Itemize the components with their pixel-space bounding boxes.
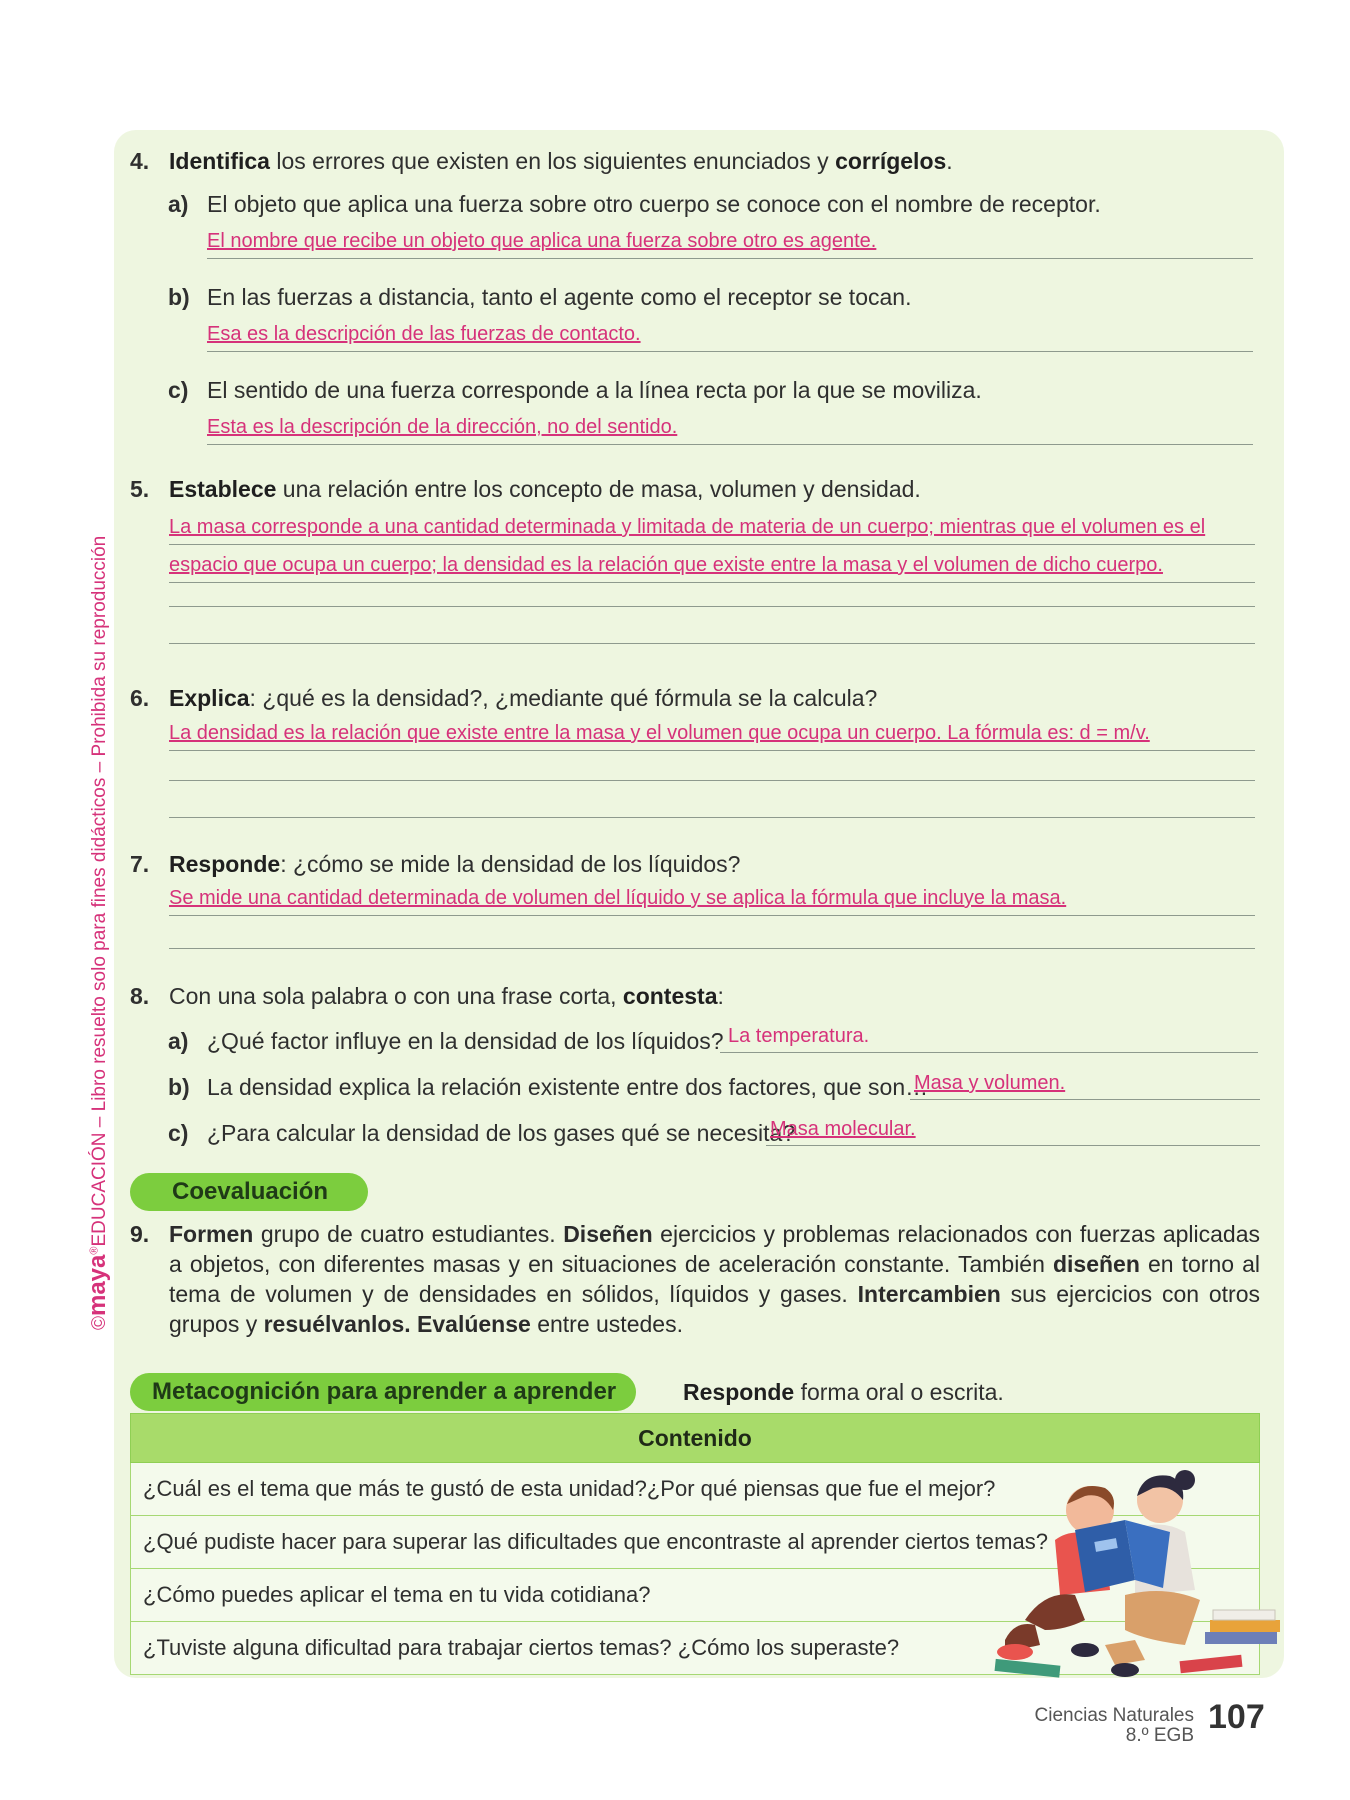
answer-8b[interactable]: Masa y volumen. [910,1068,1260,1100]
question-8b: b) La densidad explica la relación existente entre dos factores, que son… [168,1074,929,1100]
answer-4b[interactable]: Esa es la descripción de las fuerzas de contacto. [207,319,1253,352]
kids-reading-illustration [985,1470,1285,1690]
question-8c: c) ¿Para calcular la densidad de los gases qué se necesita? [168,1120,796,1146]
answer-5-line-1[interactable]: La masa corresponde a una cantidad determinada y limitada de materia de un cuerpo; mientras que el volumen es el [169,512,1255,545]
footer-subject: Ciencias Naturales 8.º EGB [1034,1705,1194,1746]
table-row: ¿Cuál es el tema que más te gustó de esta unidad?¿Por qué piensas que fue el mejor? [131,1463,1260,1516]
table-row: ¿Qué pudiste hacer para superar las dificultades que encontraste al aprender ciertos temas? [131,1516,1260,1569]
page-number: 107 [1208,1698,1265,1736]
brand-logo: maya [84,1254,111,1316]
table-header: Contenido [131,1414,1260,1463]
question-4a: a) El objeto que aplica una fuerza sobre otro cuerpo se conoce con el nombre de receptor. [168,191,1101,217]
answer-8c[interactable]: Masa molecular. [766,1114,1260,1146]
question-4: 4. Identifica los errores que existen en los siguientes enunciados y corrígelos. [130,148,953,174]
question-7: 7. Responde: ¿cómo se mide la densidad de los líquidos? [130,851,741,877]
answer-5-line-3[interactable] [169,606,1255,607]
answer-7-line-2[interactable] [169,948,1255,949]
table-row: ¿Tuviste alguna dificultad para trabajar ciertos temas? ¿Cómo los superaste? [131,1622,1260,1675]
question-8: 8. Con una sola palabra o con una frase corta, contesta: [130,983,724,1009]
answer-4a[interactable]: El nombre que recibe un objeto que aplica una fuerza sobre otro es agente. [207,226,1253,259]
metacognicion-heading: Metacognición para aprender a aprender [130,1373,636,1411]
coevaluacion-heading: Coevaluación [130,1173,368,1211]
question-4b: b) En las fuerzas a distancia, tanto el agente como el receptor se tocan. [168,284,912,310]
question-6: 6. Explica: ¿qué es la densidad?, ¿mediante qué fórmula se la calcula? [130,685,878,711]
answer-6-line-2[interactable] [169,780,1255,781]
metacognicion-instruction: Responde forma oral o escrita. [683,1379,1004,1405]
answer-6-line-1[interactable]: La densidad es la relación que existe entre la masa y el volumen que ocupa un cuerpo. La fórmula es: d = m/v. [169,718,1255,751]
question-9: 9. Formen grupo de cuatro estudiantes. Diseñen ejercicios y problemas relacionados con fuerzas aplicadas a objetos, con diferentes masas y en situaciones de aceleración constante. También diseñen en torno al tema de volumen y de densidades en sólidos, líquidos y gases. Intercambien sus ejercicios con otros grupos y resuélvanlos. Evalúense entre ustedes. [130,1221,1260,1337]
question-5: 5. Establece una relación entre los concepto de masa, volumen y densidad. [130,476,921,502]
answer-7-line-1[interactable]: Se mide una cantidad determinada de volumen del líquido y se aplica la fórmula que incluye la masa. [169,883,1255,916]
question-8a: a) ¿Qué factor influye en la densidad de los líquidos? [168,1028,724,1054]
answer-5-line-4[interactable] [169,643,1255,644]
answer-5-line-2[interactable]: espacio que ocupa un cuerpo; la densidad es la relación que existe entre la masa y el volumen de dicho cuerpo. [169,550,1255,583]
answer-4c[interactable]: Esta es la descripción de la dirección, no del sentido. [207,412,1253,445]
answer-8a[interactable]: La temperatura. [720,1021,1258,1053]
answer-6-line-3[interactable] [169,817,1255,818]
table-row: ¿Cómo puedes aplicar el tema en tu vida cotidiana? [131,1569,1260,1622]
question-4c: c) El sentido de una fuerza corresponde a la línea recta por la que se moviliza. [168,377,982,403]
copyright-notice: ©maya®EDUCACIÓN – Libro resuelto solo para fines didácticos – Prohibida su reproducción [84,535,111,1330]
